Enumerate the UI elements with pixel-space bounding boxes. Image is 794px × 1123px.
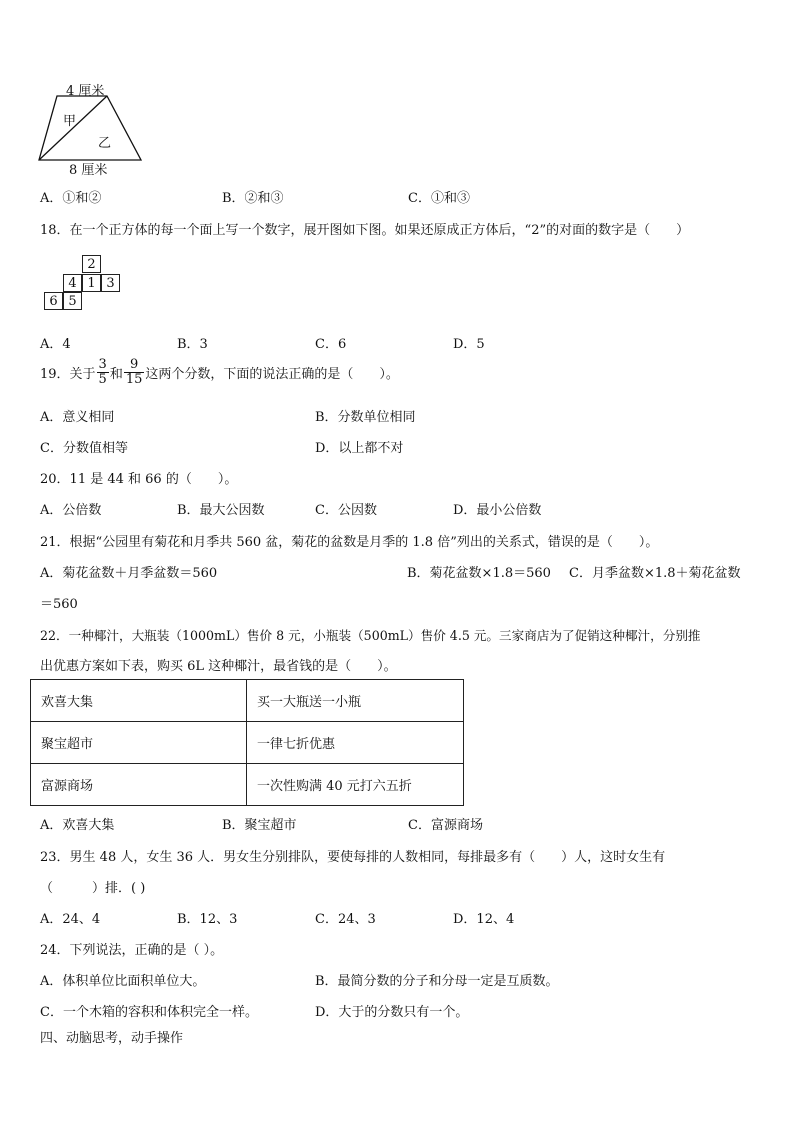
- q18-stem: 18．在一个正方体的每一个面上写一个数字，展开图如下图。如果还原成正方体后，“2”的对面的数字是（ ）: [40, 223, 690, 238]
- store-name-cell: 欢喜大集: [31, 680, 247, 722]
- net-cell: 1: [82, 274, 101, 292]
- q17-option-a: A．①和②: [40, 191, 102, 206]
- net-cell: 3: [101, 274, 120, 292]
- region-yi-label: 乙: [98, 136, 112, 151]
- net-cell: 2: [82, 255, 101, 273]
- q21-option-c: C．月季盆数×1.8＋菊花盆数: [569, 566, 741, 581]
- offer-cell: 买一大瓶送一小瓶: [247, 680, 464, 722]
- q24-option-c: C．一个木箱的容积和体积完全一样。: [40, 1005, 258, 1020]
- q21-option-b: B．菊花盆数×1.8＝560: [407, 566, 551, 581]
- q18-option-b: B．3: [177, 337, 208, 352]
- q20-option-b: B．最大公因数: [177, 503, 265, 518]
- q19-option-b: B．分数单位相同: [315, 410, 416, 425]
- store-name-cell: 富源商场: [31, 764, 247, 806]
- trapezoid-bottom-label: 8 厘米: [69, 163, 108, 178]
- fraction-3-5: [97, 358, 109, 386]
- q18-option-d: D．5: [453, 337, 485, 352]
- promotion-table: [30, 679, 464, 806]
- fraction-numerator: 9: [124, 358, 145, 373]
- q23-option-b: B．12、3: [177, 912, 238, 927]
- q21-option-c-continued: ＝560: [40, 597, 78, 612]
- q17-option-b: B．②和③: [222, 191, 284, 206]
- section-heading: 四、动脑思考，动手操作: [40, 1031, 184, 1046]
- fraction-9-15: [124, 358, 145, 386]
- q24-stem: 24．下列说法，正确的是（ ）。: [40, 943, 224, 958]
- fraction-denominator: 15: [125, 371, 143, 387]
- q24-option-d: D．大于的分数只有一个。: [315, 1005, 469, 1020]
- q17-option-c: C．①和③: [408, 191, 470, 206]
- region-jia-label: 甲: [63, 114, 77, 129]
- trapezoid-shape: [39, 96, 141, 160]
- net-cell: 4: [63, 274, 82, 292]
- q23-stem-line1: 23．男生 48 人，女生 36 人．男女生分别排队，要使每排的人数相同，每排最多有（ ）人，这时女生有: [40, 850, 666, 865]
- q18-option-a: A．4: [40, 337, 71, 352]
- q19-option-d: D．以上都不对: [315, 441, 404, 456]
- q23-stem-line2: （ ）排．( ): [40, 881, 146, 896]
- q20-option-d: D．最小公倍数: [453, 503, 542, 518]
- q19-and: 和: [109, 366, 123, 382]
- q22-stem-line1: 22．一种椰汁，大瓶装（1000mL）售价 8 元，小瓶装（500mL）售价 4.5 元。三家商店为了促销这种椰汁，分别推: [40, 628, 701, 643]
- q18-option-c: C．6: [315, 337, 347, 352]
- table-row: [31, 764, 464, 806]
- table-row: [31, 680, 464, 722]
- q23-option-d: D．12、4: [453, 912, 515, 927]
- q22-stem-line2: 出优惠方案如下表，购买 6L 这种椰汁，最省钱的是（ ）。: [40, 659, 397, 674]
- q22-option-c: C．富源商场: [408, 818, 483, 833]
- q23-option-c: C．24、3: [315, 912, 376, 927]
- q19-suffix: 这两个分数，下面的说法正确的是（ ）。: [145, 366, 399, 382]
- table-row: [31, 722, 464, 764]
- q22-option-b: B．聚宝超市: [222, 818, 297, 833]
- q20-stem: 20．11 是 44 和 66 的（ ）。: [40, 472, 238, 487]
- q19-option-c: C．分数值相等: [40, 441, 128, 456]
- fraction-numerator: 3: [98, 357, 107, 372]
- trapezoid-top-label: 4 厘米: [66, 84, 105, 99]
- q23-option-a: A．24、4: [40, 912, 101, 927]
- q24-option-b: B．最简分数的分子和分母一定是互质数。: [315, 974, 559, 989]
- store-name-cell: 聚宝超市: [31, 722, 247, 764]
- offer-cell: 一次性购满 40 元打六五折: [247, 764, 464, 806]
- net-cell: 5: [63, 292, 82, 310]
- fraction-denominator: 5: [98, 371, 107, 387]
- q21-option-a: A．菊花盆数＋月季盆数＝560: [40, 566, 218, 581]
- q19-stem: [40, 358, 399, 386]
- q22-option-a: A．欢喜大集: [40, 818, 115, 833]
- offer-cell: 一律七折优惠: [247, 722, 464, 764]
- q20-option-c: C．公因数: [315, 503, 377, 518]
- q24-option-a: A．体积单位比面积单位大。: [40, 974, 206, 989]
- trapezoid-diagram: [36, 95, 146, 165]
- net-cell: 6: [44, 292, 63, 310]
- q19-prefix: 19．关于: [40, 366, 96, 382]
- q19-option-a: A．意义相同: [40, 410, 115, 425]
- q21-stem: 21．根据“公园里有菊花和月季共 560 盆，菊花的盆数是月季的 1.8 倍”列出的关系式，错误的是（ ）。: [40, 535, 659, 550]
- q20-option-a: A．公倍数: [40, 503, 102, 518]
